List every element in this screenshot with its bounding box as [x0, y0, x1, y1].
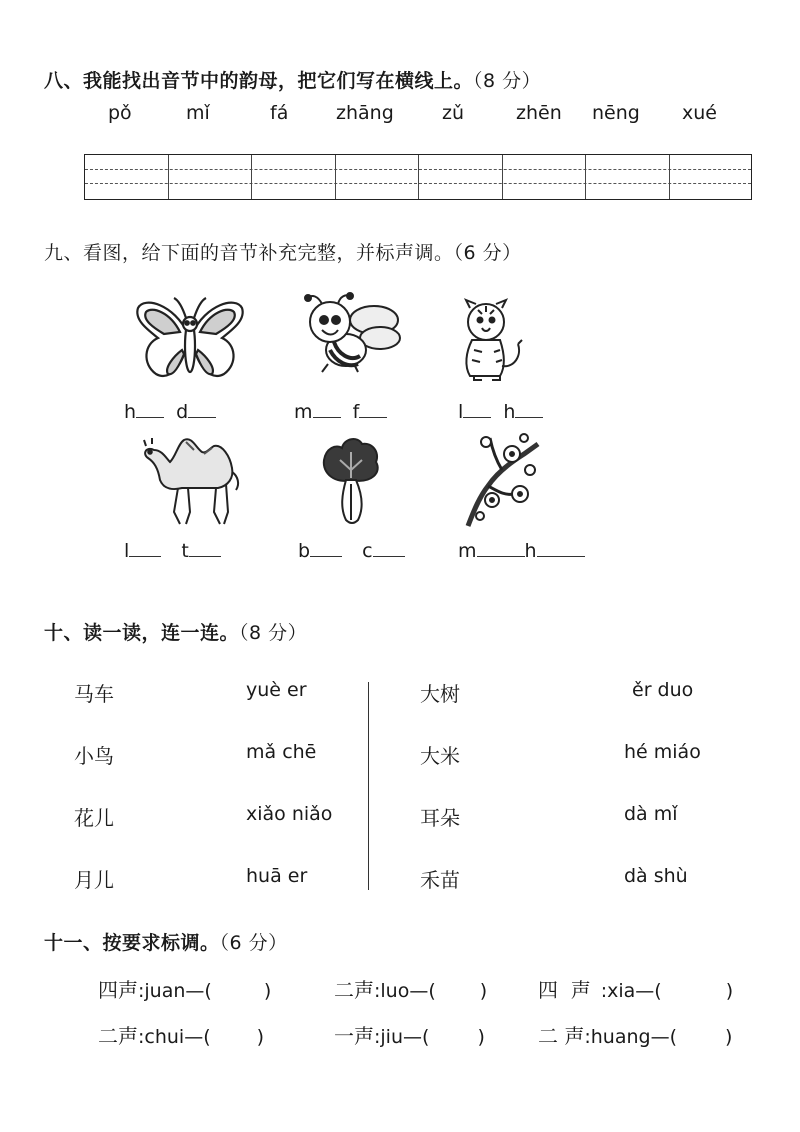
match-pinyin[interactable]: hé miáo — [624, 741, 701, 763]
blank-line[interactable] — [515, 399, 543, 418]
blank-line[interactable] — [373, 538, 405, 557]
match-chinese-word[interactable]: 花儿 — [74, 806, 114, 830]
blank-line[interactable] — [189, 538, 221, 557]
column-divider — [368, 682, 369, 890]
answer-writing-grid[interactable] — [84, 154, 752, 200]
syllable: pǒ — [108, 102, 132, 124]
match-pinyin[interactable]: xiǎo niǎo — [246, 803, 333, 825]
section-11-title: 十一、按要求标调。 — [44, 932, 220, 954]
tone-item: 二声:luo—( ) — [334, 978, 488, 1002]
match-chinese-word[interactable]: 耳朵 — [420, 806, 460, 830]
section-11-score: （6 分） — [219, 932, 288, 954]
tone-item: 二 声:huang—( ) — [538, 1024, 733, 1048]
section-9-heading — [44, 238, 522, 265]
match-pinyin[interactable]: yuè er — [246, 679, 307, 701]
tone-item: 四声:juan—( ) — [98, 978, 272, 1002]
section-9-title: 九、看图，给下面的音节补充完整，并标声调。 — [44, 242, 454, 264]
syllable: zhēn — [516, 102, 562, 124]
answer-cell[interactable] — [169, 155, 253, 199]
section-10-heading — [44, 618, 307, 645]
section-11-heading — [44, 928, 288, 955]
match-chinese-word[interactable]: 月儿 — [74, 868, 114, 892]
match-pinyin[interactable]: dà mǐ — [624, 803, 678, 825]
fill-blank-item: l h — [458, 399, 543, 423]
blank-line[interactable] — [477, 538, 525, 557]
section-8-title: 八、我能找出音节中的韵母，把它们写在横线上。 — [44, 70, 474, 92]
match-chinese-word[interactable]: 大树 — [420, 682, 460, 706]
answer-cell[interactable] — [586, 155, 670, 199]
fill-blank-item: b c — [298, 538, 405, 562]
bee-icon — [298, 292, 408, 376]
answer-cell[interactable] — [85, 155, 169, 199]
match-chinese-word[interactable]: 禾苗 — [420, 868, 460, 892]
answer-cell[interactable] — [252, 155, 336, 199]
cabbage-icon — [318, 434, 384, 526]
section-8-heading — [44, 66, 541, 93]
fill-blank-item: h d — [124, 399, 216, 423]
match-pinyin[interactable]: dà shù — [624, 865, 688, 887]
tone-item: 一声:jiu—( ) — [334, 1024, 485, 1048]
blank-line[interactable] — [136, 399, 164, 418]
fill-blank-item: m f — [294, 399, 387, 423]
blank-line[interactable] — [310, 538, 342, 557]
syllable: zǔ — [442, 102, 465, 124]
syllable: mǐ — [186, 102, 210, 124]
section-9-score: （6 分） — [453, 242, 522, 264]
match-pinyin[interactable]: mǎ chē — [246, 741, 317, 763]
blank-line[interactable] — [537, 538, 585, 557]
section-8-score: （8 分） — [473, 70, 542, 92]
match-pinyin[interactable]: ěr duo — [632, 679, 694, 701]
section-10-title: 十、读一读，连一连。 — [44, 622, 240, 644]
blank-line[interactable] — [129, 538, 161, 557]
tiger-icon — [452, 296, 532, 382]
blank-line[interactable] — [313, 399, 341, 418]
fill-blank-item: m h — [458, 538, 585, 562]
tone-item: 二声:chui—( ) — [98, 1024, 265, 1048]
syllable: nēng — [592, 102, 640, 124]
camel-icon — [134, 428, 242, 528]
syllable: xué — [682, 102, 717, 124]
blank-line[interactable] — [359, 399, 387, 418]
syllable: zhāng — [336, 102, 394, 124]
butterfly-icon — [134, 294, 246, 386]
syllable: fá — [270, 102, 289, 124]
answer-cell[interactable] — [670, 155, 754, 199]
tone-item: 四 声 :xia—( ) — [538, 978, 734, 1002]
blank-line[interactable] — [463, 399, 491, 418]
fill-blank-item: l t — [124, 538, 221, 562]
answer-cell[interactable] — [503, 155, 587, 199]
match-chinese-word[interactable]: 大米 — [420, 744, 460, 768]
match-chinese-word[interactable]: 小鸟 — [74, 744, 114, 768]
match-chinese-word[interactable]: 马车 — [74, 682, 114, 706]
match-pinyin[interactable]: huā er — [246, 865, 308, 887]
blank-line[interactable] — [188, 399, 216, 418]
answer-cell[interactable] — [419, 155, 503, 199]
section-10-score: （8 分） — [239, 622, 308, 644]
answer-cell[interactable] — [336, 155, 420, 199]
plum-blossom-icon — [462, 430, 542, 530]
